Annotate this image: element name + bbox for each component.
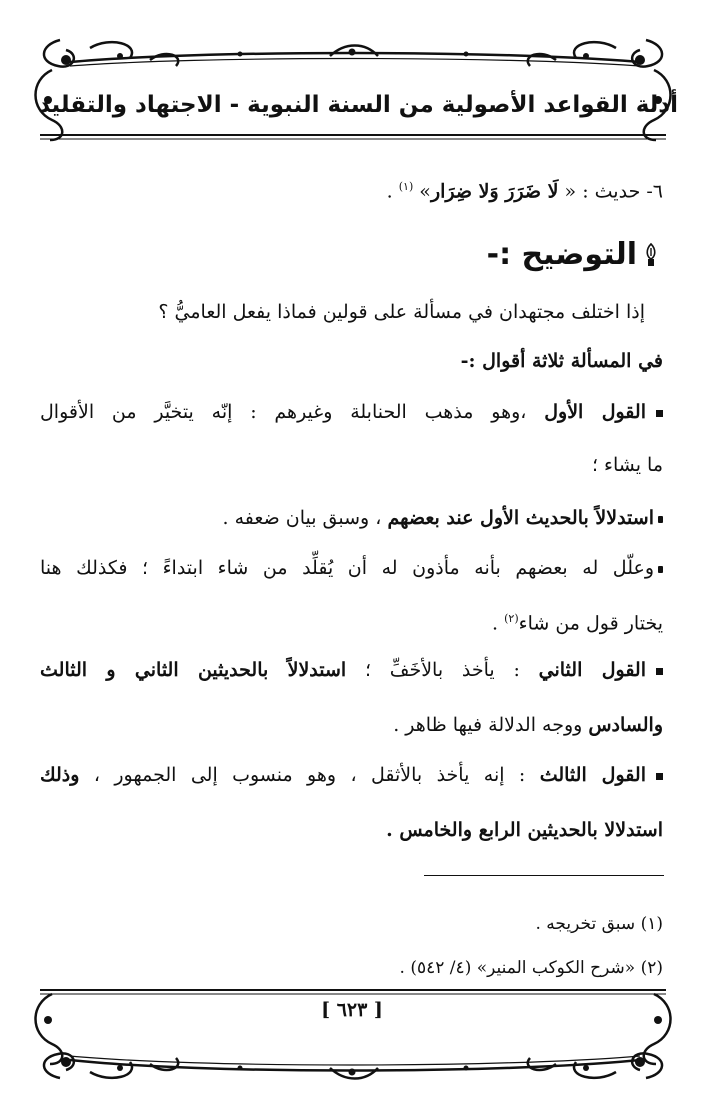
intro-line: في المسألة ثلاثة أقوال :-: [460, 350, 663, 372]
section-heading-text: التوضيح :-: [486, 237, 637, 272]
footnote-1: [536, 911, 664, 937]
evidence2-line2: يختار قول من شاء: [518, 612, 663, 635]
page-number: [ ٦٢٣ ]: [321, 999, 383, 1021]
second-opinion-cont-bold: والسادس: [588, 714, 663, 736]
question-line: إذا اختلف مجتهدان في مسألة على قولين فماذا يفعل العاميُّ ؟: [158, 301, 645, 323]
evidence2-line: [40, 553, 663, 583]
bullet-dot-icon: [658, 516, 663, 523]
first-opinion-cont: ما يشاء ؛: [591, 454, 663, 476]
evidence1-rest: ، وسبق بيان ضعفه .: [222, 507, 388, 529]
evidence2-cont: [40, 604, 663, 638]
footnote-2-num: (٢): [640, 958, 663, 978]
third-opinion-text: : إنه يأخذ بالأثقل ، وهو منسوب إلى الجمهور ،: [79, 764, 540, 786]
footnote-1-text: سبق تخريجه .: [535, 914, 641, 934]
evidence1-line: [40, 503, 663, 533]
second-opinion-line: [40, 655, 663, 685]
hadith-end: .: [386, 180, 399, 203]
footnote-divider: [424, 875, 664, 876]
third-opinion-bold: وذلك: [40, 764, 80, 786]
bullet-dot-icon: [658, 566, 663, 573]
footnote-ref-1: (١): [398, 180, 414, 193]
evidence2-line1: وعلّل له بعضهم بأنه مأذون له أن يُقلِّد من شاء ابتداءً ؛ فكذلك هنا: [40, 557, 654, 579]
bullet-square-icon: [656, 410, 663, 417]
second-opinion-text: : يأخذ بالأخَفِّ ؛: [346, 659, 539, 681]
hadith-prefix: ٦- حديث : «: [558, 180, 663, 203]
hadith-text: لَا ضَرَرَ وَلا ضِرَار: [430, 180, 559, 203]
first-opinion-line: [40, 397, 663, 427]
evidence1-bold: استدلالاً بالحديث الأول عند بعضهم: [387, 507, 654, 529]
first-opinion-label: القول الأول: [544, 401, 646, 423]
bullet-square-icon: [656, 773, 663, 780]
header-title: أدلة القواعد الأصولية من السنة النبوية - الاجتهاد والتقليد: [38, 92, 678, 118]
bullet-square-icon: [656, 668, 663, 675]
footnote-2-text: «شرح الكوكب المنير» (٤/ ٥٤٢) .: [399, 958, 641, 978]
evidence2-end: .: [492, 612, 505, 635]
second-opinion-label: القول الثاني: [538, 659, 646, 681]
second-opinion-cont-text: ووجه الدلالة فيها ظاهر .: [393, 714, 589, 736]
first-opinion-text: ،وهو مذهب الحنابلة وغيرهم : إنّه يتخيَّر من الأقوال: [40, 401, 545, 423]
second-opinion-cont: [40, 710, 663, 740]
second-opinion-bold: استدلالاً بالحديثين الثاني و الثالث: [40, 659, 347, 681]
footnote-ref-2: (٢): [504, 612, 519, 625]
third-opinion-cont: استدلالا بالحديثين الرابع والخامس .: [386, 819, 663, 841]
footnote-1-num: (١): [640, 914, 663, 934]
third-opinion-line: [40, 760, 663, 790]
lamp-icon: [643, 243, 659, 269]
third-opinion-label: القول الثالث: [539, 764, 646, 786]
footnote-2: [400, 955, 663, 981]
hadith-line: [40, 172, 663, 206]
section-heading: [487, 235, 659, 275]
hadith-suffix: »: [413, 180, 431, 203]
